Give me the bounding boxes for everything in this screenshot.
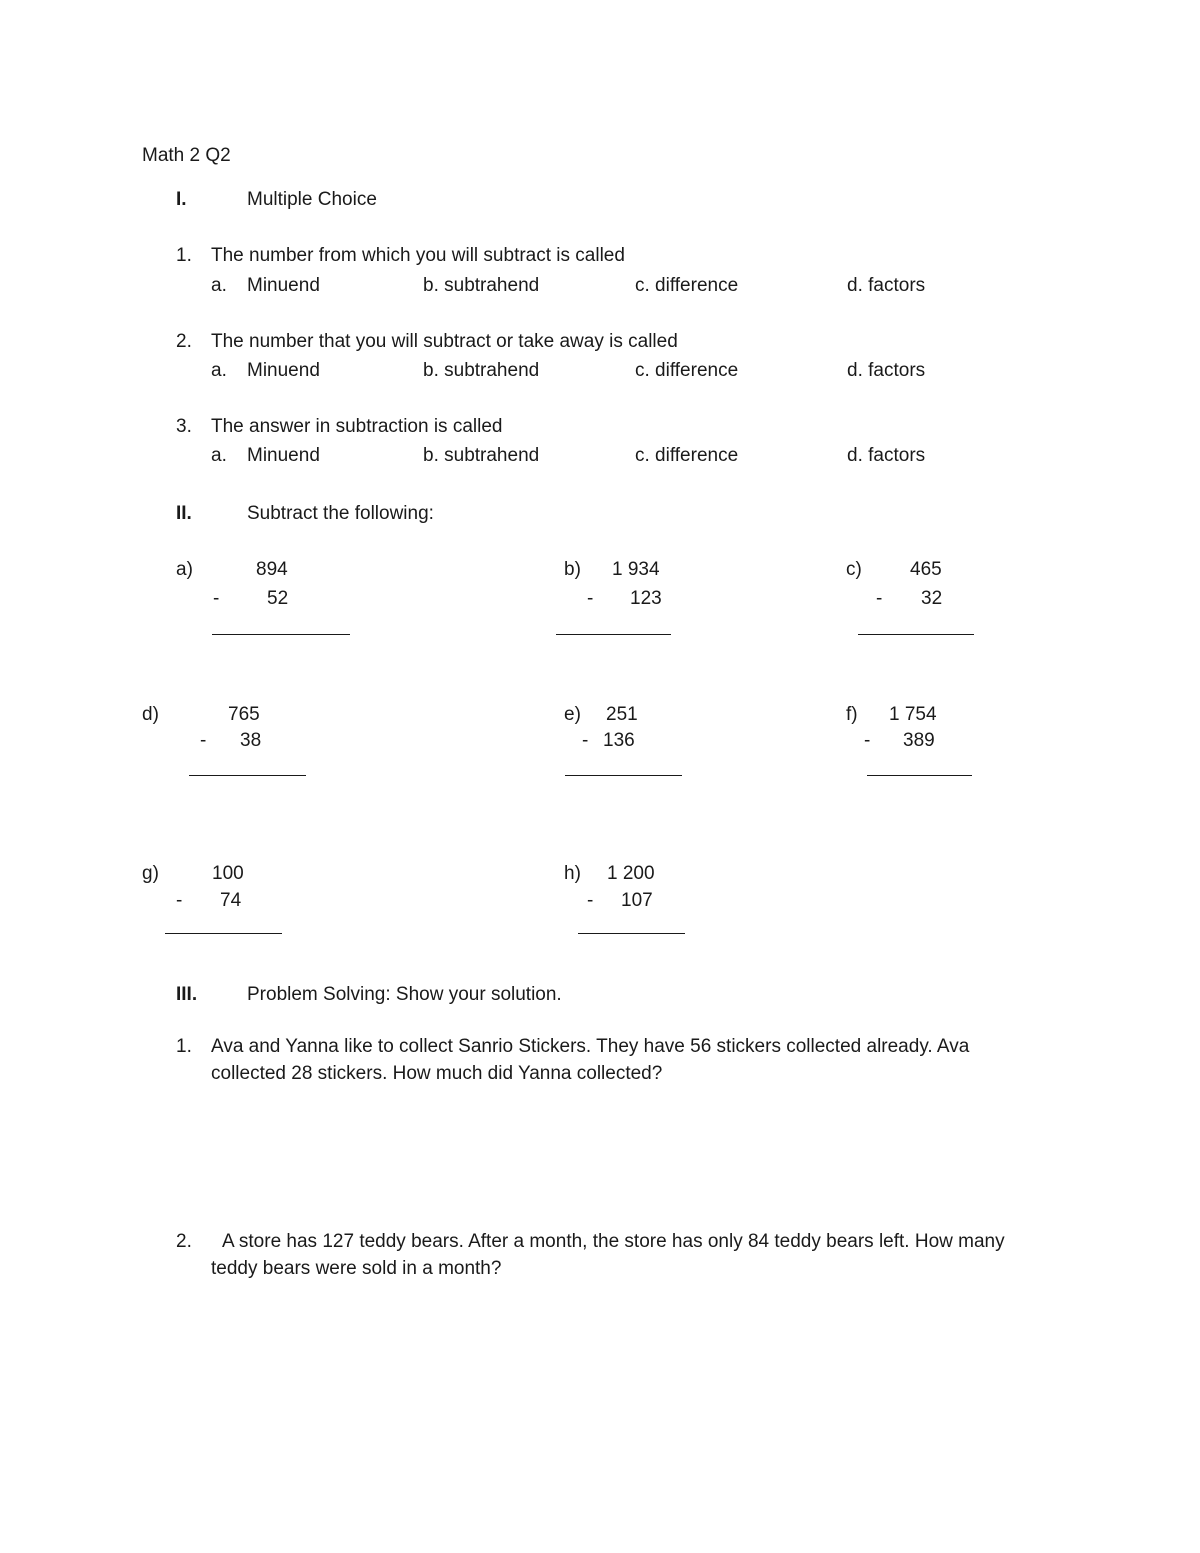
question-3-option-c: c. difference bbox=[635, 445, 739, 466]
problem-a-minuend: 894 bbox=[256, 559, 288, 580]
question-3-option-d: d. factors bbox=[847, 445, 926, 466]
question-2-option-c: c. difference bbox=[635, 360, 739, 381]
question-2-option-a-letter: a. bbox=[211, 360, 227, 381]
problem-f-minuend: 1 754 bbox=[889, 704, 937, 725]
problem-g-answer-line bbox=[165, 933, 282, 934]
word-problem-1-number: 1. bbox=[176, 1036, 192, 1057]
question-1-option-a-letter: a. bbox=[211, 275, 227, 296]
question-2-text: The number that you will subtract or take away is called bbox=[211, 331, 678, 352]
problem-a-subtrahend: 52 bbox=[267, 588, 289, 609]
problem-e-subtrahend: 136 bbox=[603, 730, 635, 751]
problem-d-label: d) bbox=[142, 704, 159, 725]
question-2-option-d: d. factors bbox=[847, 360, 926, 381]
problem-d-minuend: 765 bbox=[228, 704, 260, 725]
question-3-option-a-letter: a. bbox=[211, 445, 227, 466]
question-1-option-a: Minuend bbox=[247, 275, 320, 296]
problem-f-subtrahend: 389 bbox=[903, 730, 935, 751]
section-1-numeral: I. bbox=[176, 189, 187, 210]
section-3-heading: Problem Solving: Show your solution. bbox=[247, 984, 562, 1005]
problem-b-minus-sign: - bbox=[587, 588, 594, 609]
problem-d-minus-sign: - bbox=[200, 730, 207, 751]
problem-h-minuend: 1 200 bbox=[607, 863, 655, 884]
problem-b-answer-line bbox=[556, 634, 671, 635]
word-problem-1-line-2: collected 28 stickers. How much did Yanna collected? bbox=[211, 1063, 663, 1084]
question-3-option-b: b. subtrahend bbox=[423, 445, 540, 466]
problem-c-label: c) bbox=[846, 559, 862, 580]
problem-h-answer-line bbox=[578, 933, 685, 934]
word-problem-2-line-1: A store has 127 teddy bears. After a month, the store has only 84 teddy bears left. How many bbox=[222, 1231, 1005, 1252]
section-2-heading: Subtract the following: bbox=[247, 503, 434, 524]
problem-f-minus-sign: - bbox=[864, 730, 871, 751]
question-2-number: 2. bbox=[176, 331, 192, 352]
problem-a-label: a) bbox=[176, 559, 193, 580]
question-3-text: The answer in subtraction is called bbox=[211, 416, 503, 437]
question-1-option-c: c. difference bbox=[635, 275, 739, 296]
problem-h-subtrahend: 107 bbox=[621, 890, 653, 911]
section-3-numeral: III. bbox=[176, 984, 198, 1005]
problem-b-label: b) bbox=[564, 559, 581, 580]
question-1-option-d: d. factors bbox=[847, 275, 926, 296]
problem-e-minus-sign: - bbox=[582, 730, 589, 751]
problem-f-answer-line bbox=[867, 775, 972, 776]
problem-c-minus-sign: - bbox=[876, 588, 883, 609]
problem-g-subtrahend: 74 bbox=[220, 890, 242, 911]
section-1-heading: Multiple Choice bbox=[247, 189, 377, 210]
section-2-numeral: II. bbox=[176, 503, 192, 524]
question-1-option-b: b. subtrahend bbox=[423, 275, 540, 296]
page-title: Math 2 Q2 bbox=[142, 145, 231, 166]
problem-c-minuend: 465 bbox=[910, 559, 942, 580]
question-3-option-a: Minuend bbox=[247, 445, 320, 466]
problem-d-subtrahend: 38 bbox=[240, 730, 262, 751]
problem-g-label: g) bbox=[142, 863, 159, 884]
problem-a-answer-line bbox=[212, 634, 350, 635]
problem-e-answer-line bbox=[565, 775, 682, 776]
problem-h-minus-sign: - bbox=[587, 890, 594, 911]
question-2-option-a: Minuend bbox=[247, 360, 320, 381]
question-3-number: 3. bbox=[176, 416, 192, 437]
problem-b-subtrahend: 123 bbox=[630, 588, 662, 609]
problem-b-minuend: 1 934 bbox=[612, 559, 660, 580]
problem-e-minuend: 251 bbox=[606, 704, 638, 725]
question-1-number: 1. bbox=[176, 245, 192, 266]
problem-g-minus-sign: - bbox=[176, 890, 183, 911]
problem-e-label: e) bbox=[564, 704, 581, 725]
word-problem-2-number: 2. bbox=[176, 1231, 192, 1252]
question-2-option-b: b. subtrahend bbox=[423, 360, 540, 381]
word-problem-1-line-1: Ava and Yanna like to collect Sanrio Stickers. They have 56 stickers collected already. Ava bbox=[211, 1036, 970, 1057]
problem-d-answer-line bbox=[189, 775, 306, 776]
problem-c-answer-line bbox=[858, 634, 974, 635]
word-problem-2-line-2: teddy bears were sold in a month? bbox=[211, 1258, 502, 1279]
question-1-text: The number from which you will subtract is called bbox=[211, 245, 625, 266]
problem-h-label: h) bbox=[564, 863, 581, 884]
problem-f-label: f) bbox=[846, 704, 858, 725]
problem-g-minuend: 100 bbox=[212, 863, 244, 884]
problem-c-subtrahend: 32 bbox=[921, 588, 943, 609]
problem-a-minus-sign: - bbox=[213, 588, 220, 609]
